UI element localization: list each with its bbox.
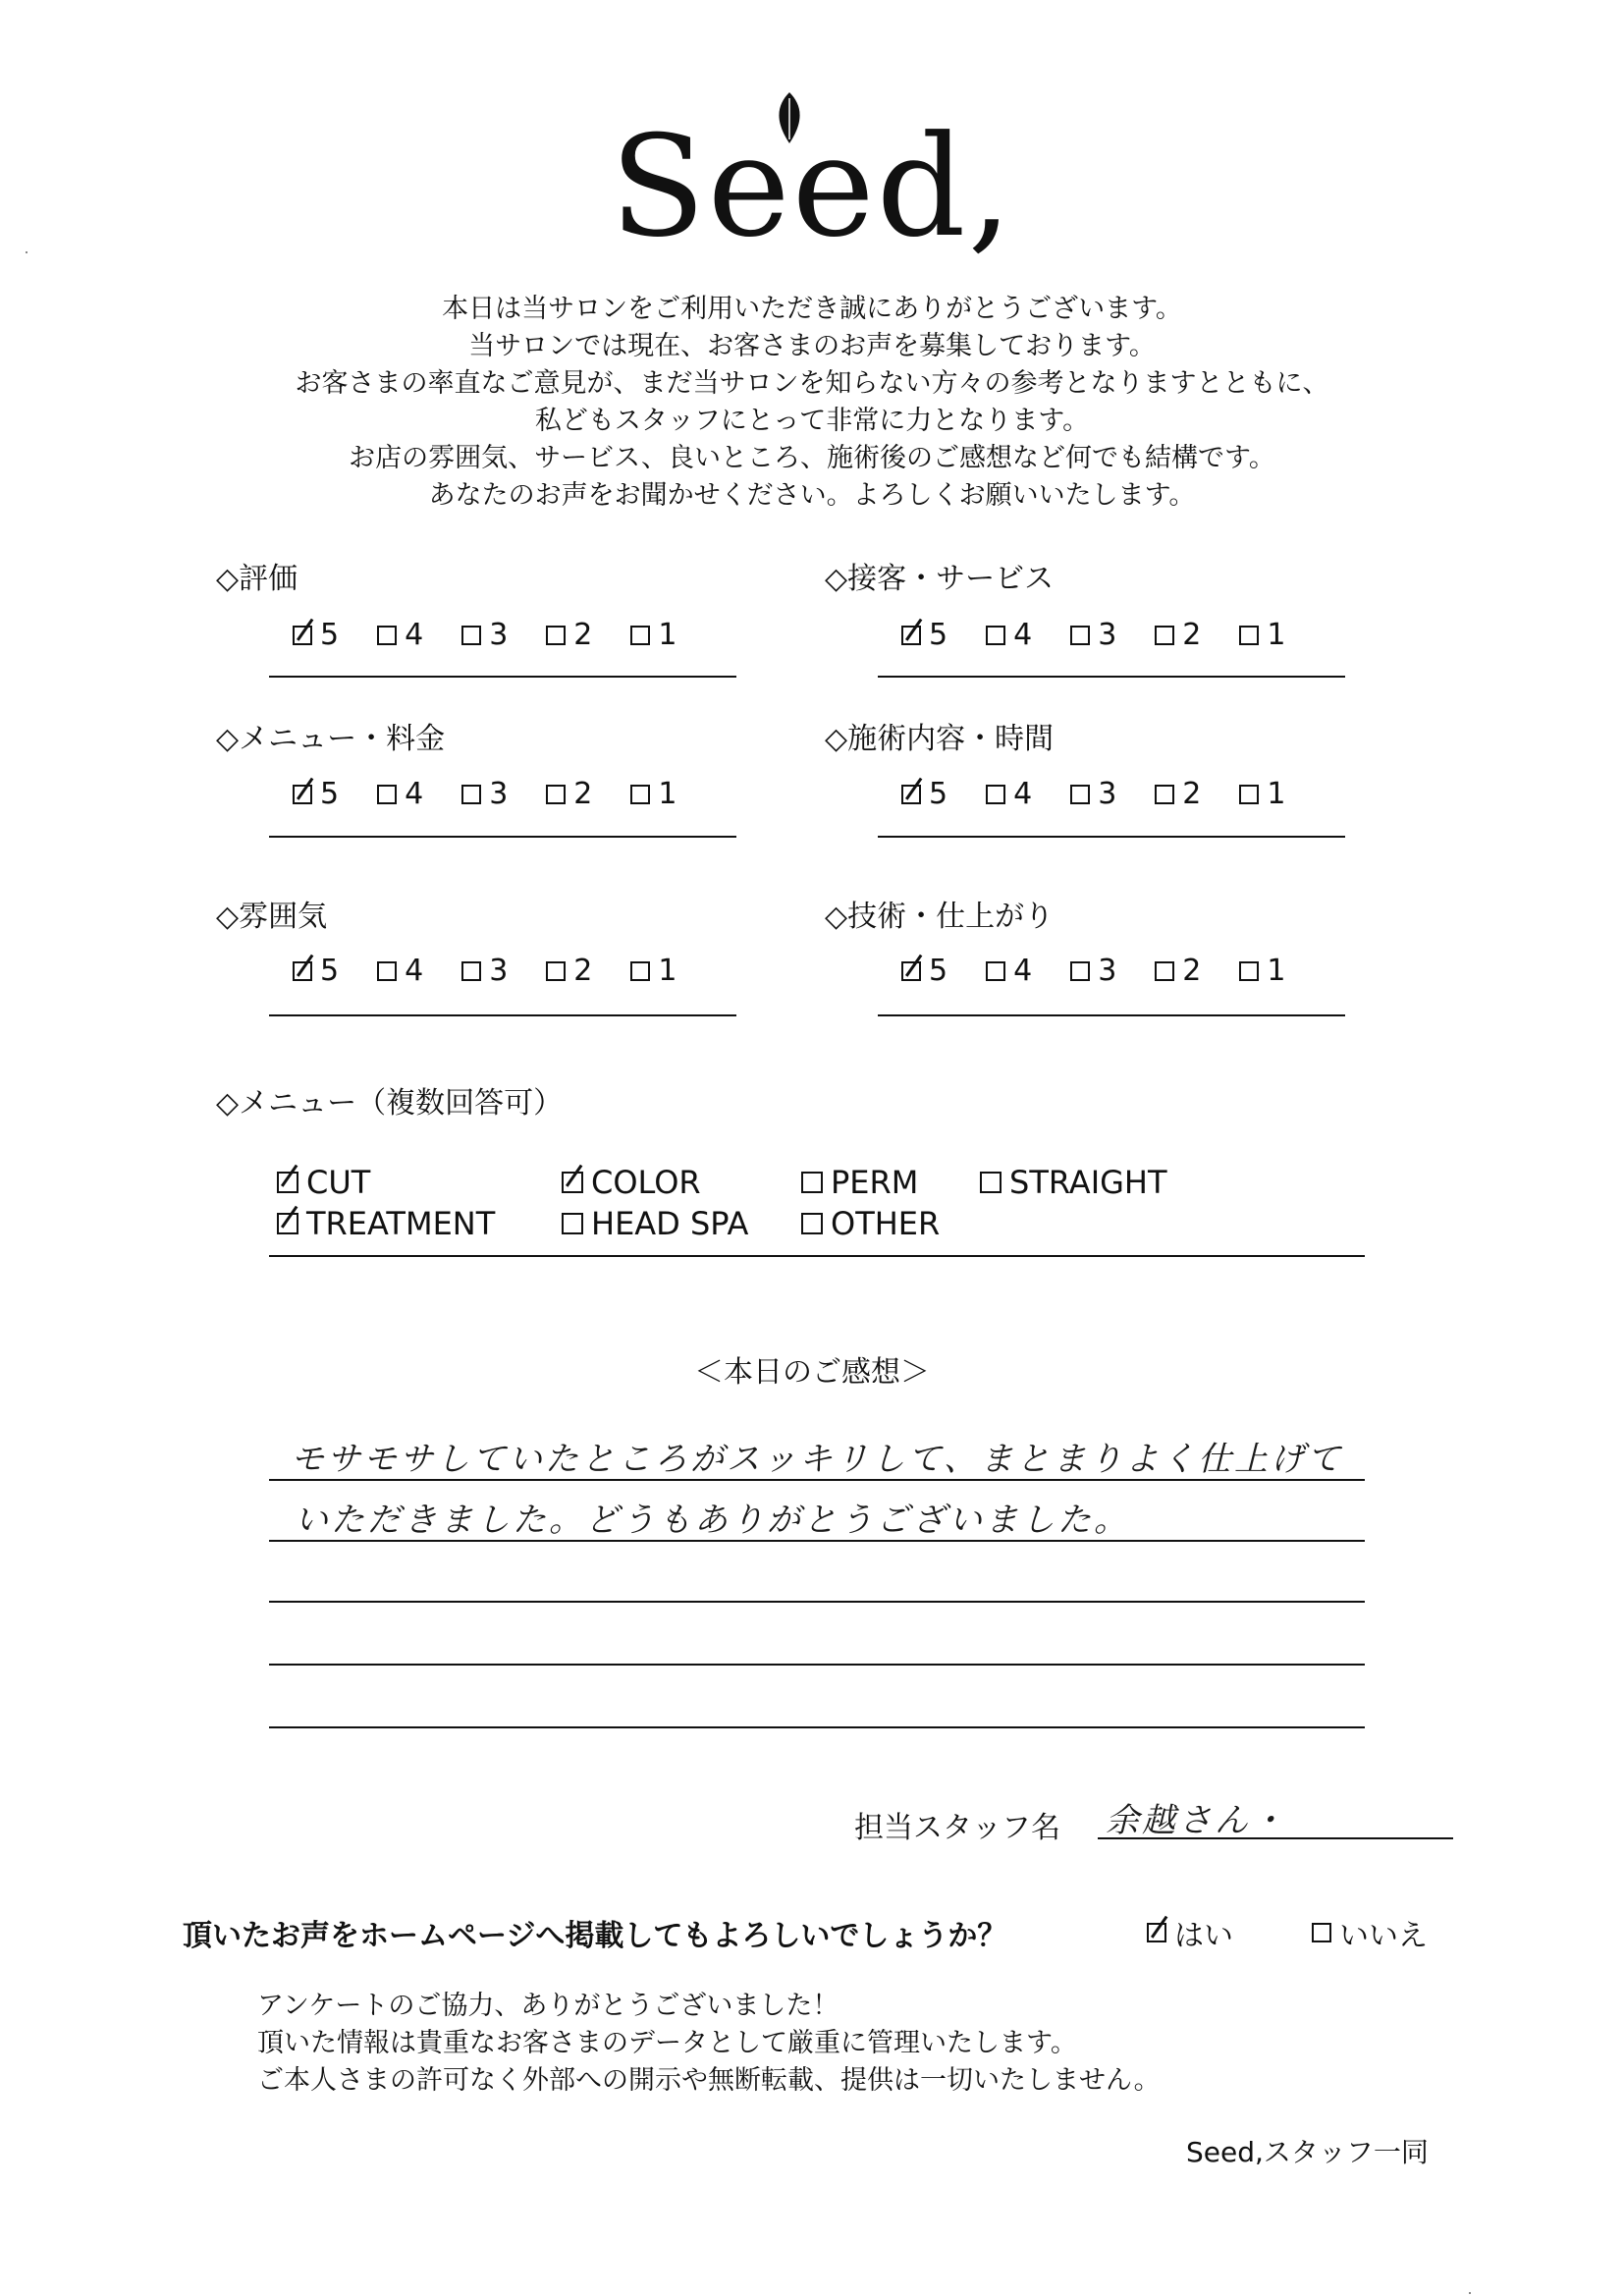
rating-checkbox[interactable]	[1239, 961, 1259, 981]
rating-checkbox[interactable]	[1070, 626, 1090, 645]
closing-line: 頂いた情報は貴重なお客さまのデータとして厳重に管理いたします。	[257, 2028, 1077, 2058]
rating-checkbox[interactable]	[461, 785, 481, 804]
menu-checkbox[interactable]	[980, 1172, 1001, 1193]
menu-option[interactable]	[980, 1163, 1167, 1202]
impression-underline	[269, 1479, 1365, 1481]
rating-option-label: 4	[405, 954, 424, 988]
rating-underline	[269, 1014, 736, 1016]
menu-checkbox[interactable]	[277, 1172, 298, 1193]
no-checkbox[interactable]	[1312, 1923, 1331, 1942]
rating-checkbox[interactable]	[461, 961, 481, 981]
rating-checkbox[interactable]	[546, 785, 566, 804]
rating-checkbox[interactable]	[377, 785, 397, 804]
rating-option-label: 1	[1267, 618, 1286, 652]
rating-option[interactable]	[1155, 955, 1201, 988]
scan-speck	[26, 251, 27, 253]
rating-option[interactable]	[546, 778, 592, 811]
rating-checkbox[interactable]	[1155, 626, 1174, 645]
menu-checkbox[interactable]	[277, 1213, 298, 1234]
rating-option[interactable]	[1239, 955, 1285, 988]
rating-options	[901, 955, 1324, 988]
impression-underline	[269, 1601, 1365, 1603]
rating-checkbox[interactable]	[293, 785, 312, 804]
menu-option-label: PERM	[831, 1164, 919, 1201]
rating-option-label: 5	[320, 618, 340, 652]
rating-option-label: 1	[658, 777, 677, 811]
homepage-yes-option[interactable]	[1147, 1911, 1233, 1954]
rating-option[interactable]	[293, 619, 339, 652]
rating-option[interactable]	[461, 955, 508, 988]
rating-option-label: 5	[320, 954, 340, 988]
rating-option[interactable]	[1070, 619, 1116, 652]
rating-option-label: 2	[573, 777, 593, 811]
rating-underline	[878, 1014, 1345, 1016]
rating-option-label: 5	[320, 777, 340, 811]
rating-option[interactable]	[901, 619, 947, 652]
rating-options	[901, 778, 1324, 811]
rating-option-label: 5	[929, 777, 948, 811]
rating-option-label: 4	[405, 777, 424, 811]
intro-line: 本日は当サロンをご利用いただき誠にありがとうございます。	[442, 294, 1182, 324]
rating-checkbox[interactable]	[901, 961, 921, 981]
rating-option[interactable]	[986, 955, 1032, 988]
rating-underline	[269, 836, 736, 838]
rating-section-title: ◇技術・仕上がり	[825, 900, 1055, 934]
intro-line: あなたのお声をお聞かせください。よろしくお願いいたします。	[428, 480, 1196, 511]
rating-underline	[269, 676, 736, 678]
signature: Seed,スタッフ一同	[1186, 2136, 1429, 2168]
menu-checkbox[interactable]	[562, 1172, 583, 1193]
rating-option[interactable]	[377, 778, 423, 811]
rating-checkbox[interactable]	[901, 626, 921, 645]
rating-options	[293, 619, 715, 652]
rating-option[interactable]	[1070, 778, 1116, 811]
rating-option-label: 4	[1013, 618, 1033, 652]
homepage-no-option[interactable]	[1312, 1911, 1428, 1954]
rating-option[interactable]	[546, 619, 592, 652]
rating-underline	[878, 836, 1345, 838]
menu-checkbox[interactable]	[801, 1172, 823, 1193]
rating-option-label: 2	[1182, 777, 1202, 811]
rating-option[interactable]	[986, 619, 1032, 652]
rating-option[interactable]	[1155, 619, 1201, 652]
rating-option-label: 3	[1098, 618, 1117, 652]
rating-option-label: 3	[1098, 777, 1117, 811]
impression-underline	[269, 1664, 1365, 1666]
yes-label: はい	[1174, 1919, 1233, 1953]
closing-line: アンケートのご協力、ありがとうございました！	[257, 1991, 839, 2021]
rating-checkbox[interactable]	[986, 961, 1005, 981]
rating-option-label: 1	[1267, 777, 1286, 811]
rating-option[interactable]	[1070, 955, 1116, 988]
rating-checkbox[interactable]	[293, 961, 312, 981]
scan-speck	[1469, 2292, 1471, 2294]
rating-checkbox[interactable]	[1155, 785, 1174, 804]
rating-option[interactable]	[377, 619, 423, 652]
rating-option[interactable]	[377, 955, 423, 988]
rating-checkbox[interactable]	[546, 961, 566, 981]
rating-option[interactable]	[293, 955, 339, 988]
rating-underline	[878, 676, 1345, 678]
rating-option[interactable]	[630, 778, 677, 811]
menu-section-title: ◇メニュー（複数回答可）	[216, 1086, 564, 1121]
closing-message	[257, 1988, 1161, 2100]
menu-option-label: TREATMENT	[306, 1205, 496, 1242]
rating-checkbox[interactable]	[377, 626, 397, 645]
rating-option-label: 3	[1098, 954, 1117, 988]
menu-checkbox[interactable]	[801, 1213, 823, 1234]
rating-checkbox[interactable]	[1070, 961, 1090, 981]
rating-option-label: 4	[1013, 777, 1033, 811]
rating-option-label: 2	[1182, 954, 1202, 988]
intro-line: 私どもスタッフにとって非常に力となります。	[534, 406, 1090, 436]
no-label: いいえ	[1339, 1919, 1428, 1953]
menu-option-label: HEAD SPA	[591, 1205, 749, 1242]
menu-checkbox[interactable]	[562, 1213, 583, 1234]
staff-name-value[interactable]: 余越さん・	[1106, 1801, 1287, 1840]
rating-option-label: 1	[658, 618, 677, 652]
rating-option[interactable]	[630, 619, 677, 652]
rating-option-label: 3	[489, 618, 509, 652]
rating-option-label: 4	[405, 618, 424, 652]
rating-checkbox[interactable]	[1070, 785, 1090, 804]
staff-name-label: 担当スタッフ名	[854, 1811, 1060, 1845]
rating-checkbox[interactable]	[1239, 785, 1259, 804]
rating-checkbox[interactable]	[630, 961, 650, 981]
brand-logo-text: Seed,	[610, 106, 1014, 268]
rating-option[interactable]	[986, 778, 1032, 811]
rating-option-label: 3	[489, 954, 509, 988]
rating-option[interactable]	[1239, 619, 1285, 652]
menu-option[interactable]	[562, 1204, 748, 1243]
rating-section-title: ◇評価	[216, 562, 298, 596]
rating-option[interactable]	[546, 955, 592, 988]
impression-underline	[269, 1726, 1365, 1728]
rating-option[interactable]	[630, 955, 677, 988]
rating-checkbox[interactable]	[901, 785, 921, 804]
rating-checkbox[interactable]	[986, 785, 1005, 804]
menu-option-label: CUT	[306, 1164, 371, 1201]
menu-underline	[269, 1255, 1365, 1257]
impression-text-line[interactable]: モサモサしていたところがスッキリして、まとまりよく仕上げて	[291, 1440, 1343, 1479]
menu-option-label: OTHER	[831, 1205, 941, 1242]
rating-option-label: 5	[929, 618, 948, 652]
rating-checkbox[interactable]	[986, 626, 1005, 645]
rating-section-title: ◇雰囲気	[216, 900, 328, 934]
menu-option[interactable]	[801, 1163, 918, 1202]
rating-option[interactable]	[1155, 778, 1201, 811]
rating-option-label: 1	[658, 954, 677, 988]
rating-option[interactable]	[1239, 778, 1285, 811]
rating-option-label: 2	[1182, 618, 1202, 652]
rating-checkbox[interactable]	[461, 626, 481, 645]
yes-checkbox[interactable]	[1147, 1923, 1166, 1942]
rating-options	[293, 955, 715, 988]
rating-option-label: 2	[573, 618, 593, 652]
rating-options	[901, 619, 1324, 652]
rating-option-label: 2	[573, 954, 593, 988]
rating-checkbox[interactable]	[377, 961, 397, 981]
menu-option[interactable]	[562, 1163, 701, 1202]
rating-checkbox[interactable]	[293, 626, 312, 645]
rating-section-title: ◇接客・サービス	[825, 562, 1055, 596]
menu-option[interactable]	[801, 1204, 940, 1243]
rating-checkbox[interactable]	[1239, 626, 1259, 645]
menu-option-label: STRAIGHT	[1009, 1164, 1167, 1201]
closing-line: ご本人さまの許可なく外部への開示や無断転載、提供は一切いたしません。	[257, 2065, 1161, 2096]
intro-line: 当サロンでは現在、お客さまのお声を募集しております。	[468, 331, 1156, 361]
rating-checkbox[interactable]	[546, 626, 566, 645]
rating-option-label: 4	[1013, 954, 1033, 988]
rating-checkbox[interactable]	[630, 785, 650, 804]
rating-option[interactable]	[461, 619, 508, 652]
intro-message	[0, 291, 1624, 515]
rating-option[interactable]	[901, 778, 947, 811]
intro-line: お客さまの率直なご意見が、まだ当サロンを知らない方々の参考となりますとともに、	[295, 368, 1329, 399]
rating-section-title: ◇施術内容・時間	[825, 722, 1055, 756]
rating-checkbox[interactable]	[630, 626, 650, 645]
impression-underline	[269, 1540, 1365, 1542]
rating-checkbox[interactable]	[1155, 961, 1174, 981]
menu-option-label: COLOR	[591, 1164, 701, 1201]
rating-option-label: 5	[929, 954, 948, 988]
intro-line: お店の雰囲気、サービス、良いところ、施術後のご感想など何でも結構です。	[349, 443, 1275, 473]
rating-option-label: 3	[489, 777, 509, 811]
menu-option[interactable]	[277, 1163, 370, 1202]
rating-option[interactable]	[293, 778, 339, 811]
impression-text-line[interactable]: いただきました。どうもありがとうございました。	[295, 1501, 1130, 1540]
staff-name-underline	[1098, 1837, 1453, 1839]
rating-option[interactable]	[461, 778, 508, 811]
menu-option[interactable]	[277, 1204, 495, 1243]
rating-options	[293, 778, 715, 811]
rating-section-title: ◇メニュー・料金	[216, 722, 446, 756]
homepage-permission-question: 頂いたお声をホームページへ掲載してもよろしいでしょうか？	[183, 1919, 1007, 1953]
rating-option-label: 1	[1267, 954, 1286, 988]
impressions-title: ＜本日のご感想＞	[694, 1355, 930, 1390]
rating-option[interactable]	[901, 955, 947, 988]
